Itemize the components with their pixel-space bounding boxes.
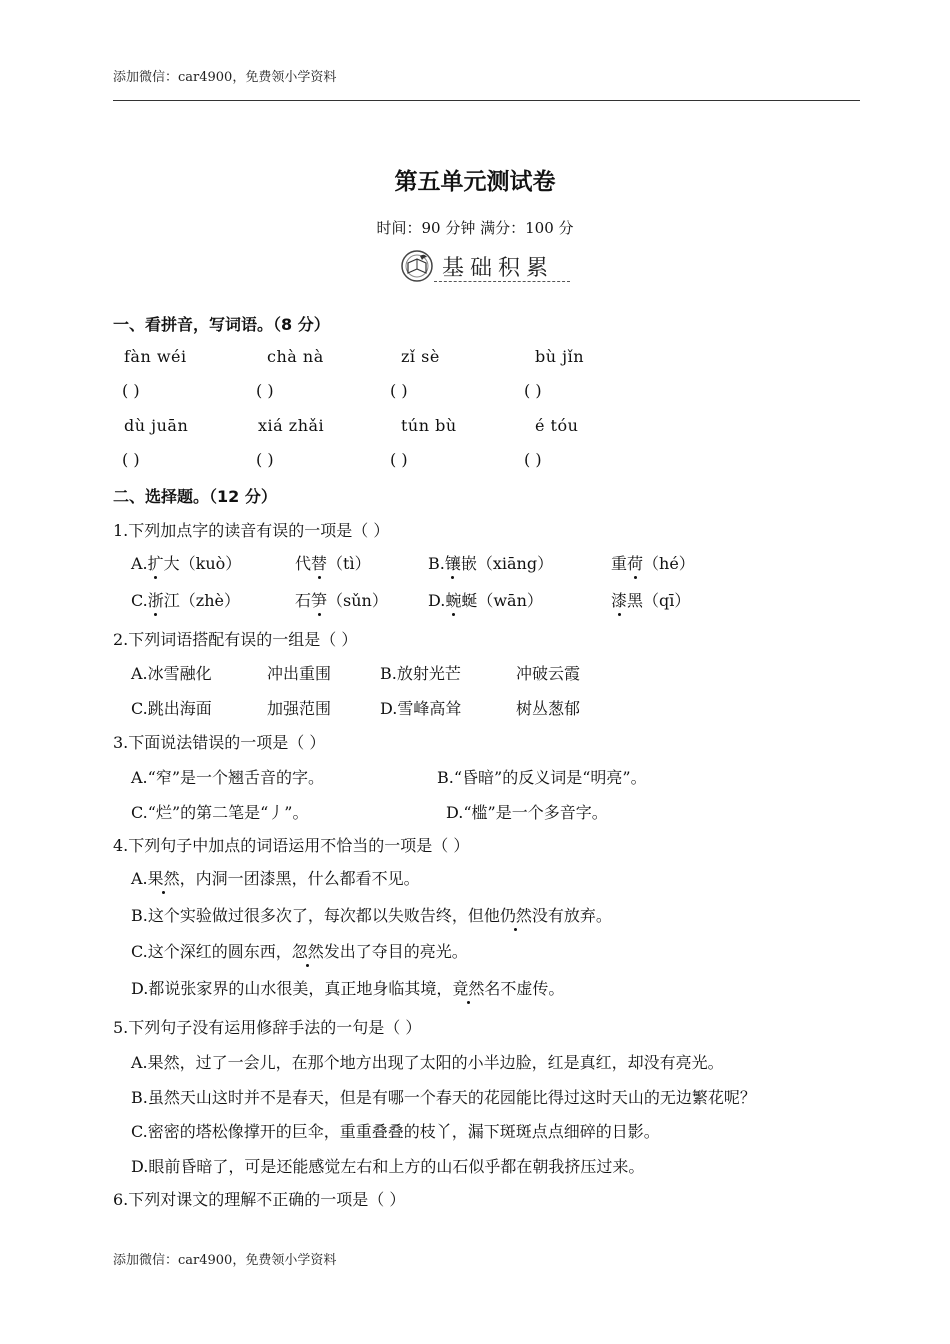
q1-option-a1: A.扩大（kuò）: [131, 551, 241, 574]
answer-blank: ( ): [390, 381, 408, 400]
answer-blank: ( ): [256, 381, 274, 400]
answer-blank: ( ): [256, 450, 274, 469]
q1-option-c1: C.浙江（zhè）: [131, 588, 240, 611]
q2-option-c1: C.跳出海面: [131, 699, 212, 718]
q1-option-d1: D.蜿蜒（wān）: [428, 588, 543, 611]
answer-blank: ( ): [524, 450, 542, 469]
q1-option-c2: 石笋（sǔn）: [295, 588, 388, 611]
q2-option-a2: 冲出重围: [267, 664, 332, 683]
q1-option-b1: B.镶嵌（xiāng）: [428, 551, 553, 574]
q5-stem: 5.下列句子没有运用修辞手法的一句是（ ）: [113, 1018, 422, 1037]
pinyin-item: dù juān: [124, 416, 189, 435]
pinyin-item: tún bù: [401, 416, 457, 435]
section2-heading: 二、选择题。（12 分）: [113, 487, 277, 506]
answer-blank: ( ): [122, 450, 140, 469]
pinyin-item: bù jǐn: [535, 347, 585, 366]
section1-heading: 一、看拼音，写词语。（8 分）: [113, 315, 330, 334]
exam-time-score: 时间：90 分钟 满分：100 分: [376, 219, 574, 237]
q5-option-a: A.果然，过了一会儿，在那个地方出现了太阳的小半边脸，红是真红，却没有亮光。: [131, 1053, 724, 1072]
q2-stem: 2.下列词语搭配有误的一组是（ ）: [113, 630, 358, 649]
q4-option-c: C.这个深红的圆东西，忽然发出了夺目的亮光。: [131, 939, 468, 962]
q2-option-c2: 加强范围: [267, 699, 332, 718]
badge-label: 基础积累: [442, 256, 555, 281]
pinyin-item: xiá zhǎi: [258, 416, 325, 435]
q4-stem: 4.下列句子中加点的词语运用不恰当的一项是（ ）: [113, 836, 470, 855]
q2-option-d1: D.雪峰高耸: [380, 699, 462, 718]
q3-stem: 3.下面说法错误的一项是（ ）: [113, 733, 326, 752]
badge-underline: [434, 281, 570, 282]
q5-option-c: C.密密的塔松像撑开的巨伞，重重叠叠的枝丫，漏下斑斑点点细碎的日影。: [131, 1122, 660, 1141]
q5-option-b: B.虽然天山这时并不是春天，但是有哪一个春天的花园能比得过这时天山的无边繁花呢？: [131, 1088, 756, 1107]
q2-option-d2: 树丛葱郁: [516, 699, 581, 718]
header-note: 添加微信：car4900，免费领小学资料: [113, 70, 337, 85]
header-divider: [113, 100, 860, 101]
q1-option-b2: 重荷（hé）: [611, 551, 695, 574]
q2-option-b1: B.放射光芒: [380, 664, 461, 683]
q5-option-d: D.眼前昏暗了，可是还能感觉左右和上方的山石似乎都在朝我挤压过来。: [131, 1157, 645, 1176]
answer-blank: ( ): [390, 450, 408, 469]
answer-blank: ( ): [122, 381, 140, 400]
q3-option-d: D.“槛”是一个多音字。: [446, 803, 608, 822]
q4-option-a: A.果然，内洞一团漆黑，什么都看不见。: [131, 866, 420, 889]
answer-blank: ( ): [524, 381, 542, 400]
q4-option-b: B.这个实验做过很多次了，每次都以失败告终，但他仍然没有放弃。: [131, 903, 612, 926]
q1-option-a2: 代替（tì）: [295, 551, 371, 574]
footer-note: 添加微信：car4900，免费领小学资料: [113, 1253, 337, 1268]
book-bird-icon: [400, 249, 434, 283]
q3-option-b: B.“昏暗”的反义词是“明亮”。: [437, 768, 647, 787]
q3-option-a: A.“窄”是一个翘舌音的字。: [131, 768, 325, 787]
page-title: 第五单元测试卷: [394, 169, 556, 195]
q6-stem: 6.下列对课文的理解不正确的一项是（ ）: [113, 1190, 406, 1209]
q1-option-d2: 漆黑（qī）: [611, 588, 690, 611]
pinyin-item: zǐ sè: [401, 347, 440, 366]
q2-option-a1: A.冰雪融化: [131, 664, 212, 683]
q2-option-b2: 冲破云霞: [516, 664, 581, 683]
pinyin-item: é tóu: [535, 416, 579, 435]
pinyin-item: fàn wéi: [124, 347, 187, 366]
q4-option-d: D.都说张家界的山水很美，真正地身临其境，竟然名不虚传。: [131, 976, 564, 999]
pinyin-item: chà nà: [267, 347, 324, 366]
section-badge: [400, 247, 572, 285]
q1-stem: 1.下列加点字的读音有误的一项是（ ）: [113, 521, 390, 540]
q3-option-c: C.“烂”的第二笔是“丿”。: [131, 803, 309, 822]
